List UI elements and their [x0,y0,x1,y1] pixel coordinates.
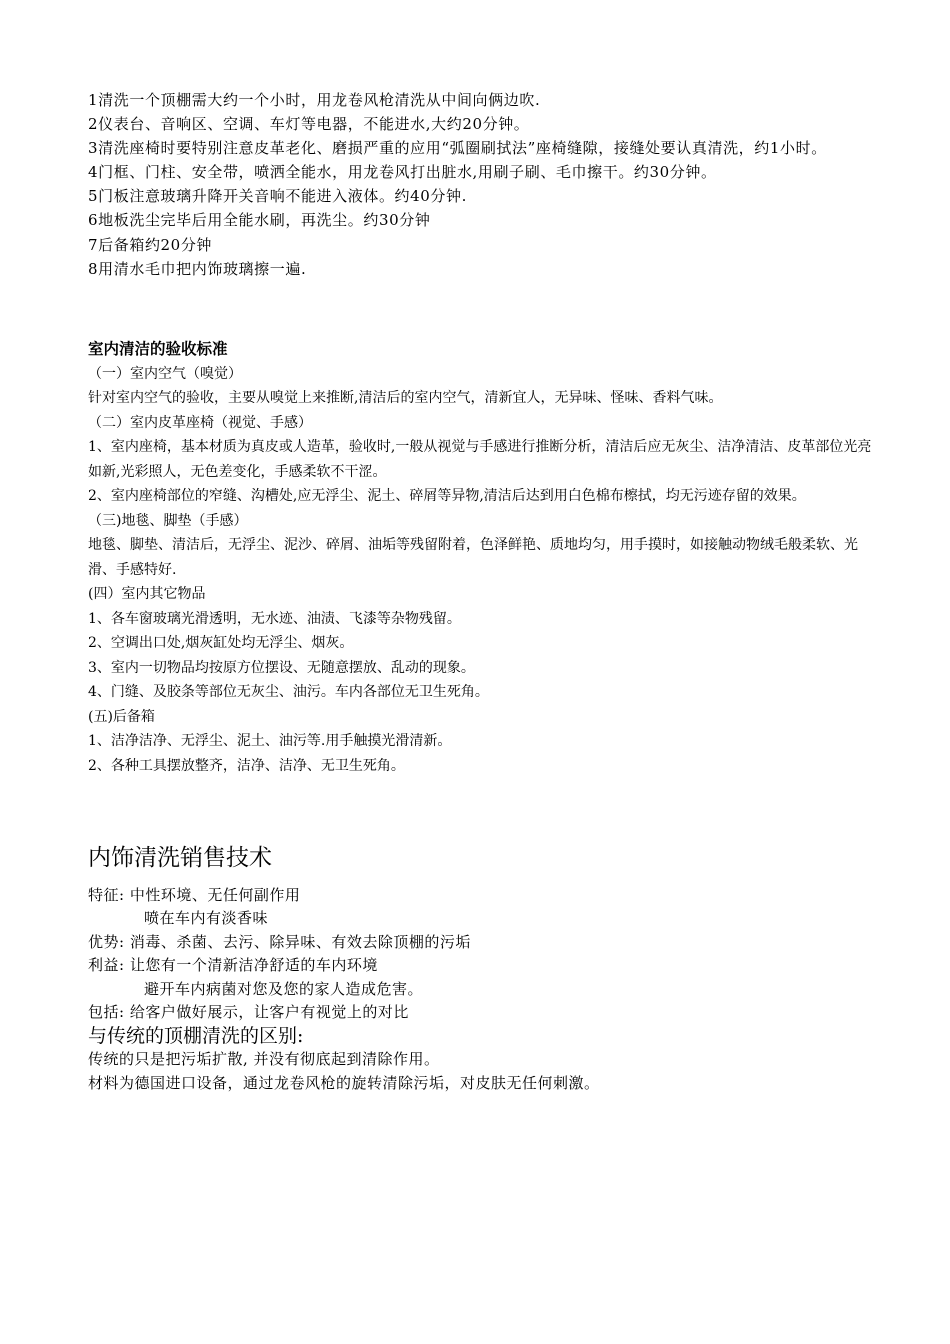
standard-line: 2、各种工具摆放整齐，洁净、洁净、无卫生死角。 [88,757,405,774]
step-3: 3清洗座椅时要特别注意皮革老化、磨损严重的应用“弧圈刷拭法”座椅缝隙，接缝处要认真清洗，约1小时。 [88,139,827,158]
difference-title: 与传统的顶棚清洗的区别: [88,1025,304,1048]
standard-line: （一）室内空气（嗅觉） [88,365,242,382]
standard-line: 地毯、脚垫、清洁后，无浮尘、泥沙、碎屑、油垢等残留附着，色泽鲜艳、质地均匀，用手摸时，如接触动物绒毛般柔软、光滑、手感特好. [88,537,858,578]
benefit-line: 避开车内病菌对您及您的家人造成危害。 [144,979,424,998]
standard-line: （二）室内皮革座椅（视觉、手感） [88,414,312,431]
sales-section [88,842,878,1095]
step-2: 2仪表台、音响区、空调、车灯等电器，不能进水,大约20分钟。 [88,115,530,134]
standard-line: (五)后备箱 [88,708,155,725]
feature-line: 特征: 中性环境、无任何副作用 [88,886,301,904]
step-5: 5门板注意玻璃升降开关音响不能进入液体。约40分钟. [88,187,468,206]
difference-line: 传统的只是把污垢扩散, 并没有彻底起到清除作用。 [88,1050,440,1069]
advantage-line: 优势: 消毒、杀菌、去污、除异味、有效去除顶棚的污垢 [88,932,471,951]
feature-line: 喷在车内有淡香味 [144,909,269,928]
standard-line: (四）室内其它物品 [88,586,206,602]
standard-line: 3、室内一切物品均按原方位摆设、无随意摆放、乱动的现象。 [88,659,475,676]
standard-line: 4、门缝、及胶条等部位无灰尘、油污。车内各部位无卫生死角。 [88,684,489,700]
standard-line: 1、洁净洁净、无浮尘、泥土、油污等.用手触摸光滑清新。 [88,733,452,749]
benefit-line: 利益: 让您有一个清新洁净舒适的车内环境 [88,956,378,975]
step-7: 7后备箱约20分钟 [88,235,213,254]
standard-line: （三)地毯、脚垫（手感） [88,512,248,529]
standards-title: 室内清洁的验收标准 [88,340,228,358]
standard-line: 2、空调出口处,烟灰缸处均无浮尘、烟灰。 [88,635,354,651]
standard-line: 1、室内座椅，基本材质为真皮或人造革，验收时,一般从视觉与手感进行推断分析，清洁后应无灰尘、洁净清洁、皮革部位光亮如新,光彩照人，无色差变化，手感柔软不干涩。 [88,439,872,480]
include-line: 包括: 给客户做好展示，让客户有视觉上的对比 [88,1003,409,1022]
step-4: 4门框、门柱、安全带，喷洒全能水，用龙卷风打出脏水,用刷子刷、毛巾擦干。约30分钟。 [88,163,717,182]
sales-title: 内饰清洗销售技术 [88,845,272,871]
step-8: 8用清水毛巾把内饰玻璃擦一遍. [88,259,307,278]
standard-line: 2、室内座椅部位的窄缝、沟槽处,应无浮尘、泥土、碎屑等异物,清洁后达到用白色棉布檫拭，均无污迹存留的效果。 [88,488,806,504]
step-6: 6地板洗尘完毕后用全能水刷，再洗尘。约30分钟 [88,211,431,230]
standard-line: 针对室内空气的验收，主要从嗅觉上来推断,清洁后的室内空气，清新宜人，无异味、怪味、香料气味。 [88,390,723,406]
acceptance-standards [88,337,878,778]
step-1: 1清洗一个顶棚需大约一个小时，用龙卷风枪清洗从中间向俩边吹. [88,91,541,109]
difference-line: 材料为德国进口设备，通过龙卷风枪的旋转清除污垢，对皮肤无任何刺激。 [88,1073,600,1092]
standard-line: 1、各车窗玻璃光滑透明，无水迹、油渍、飞漆等杂物残留。 [88,610,461,627]
cleaning-steps [88,88,878,281]
